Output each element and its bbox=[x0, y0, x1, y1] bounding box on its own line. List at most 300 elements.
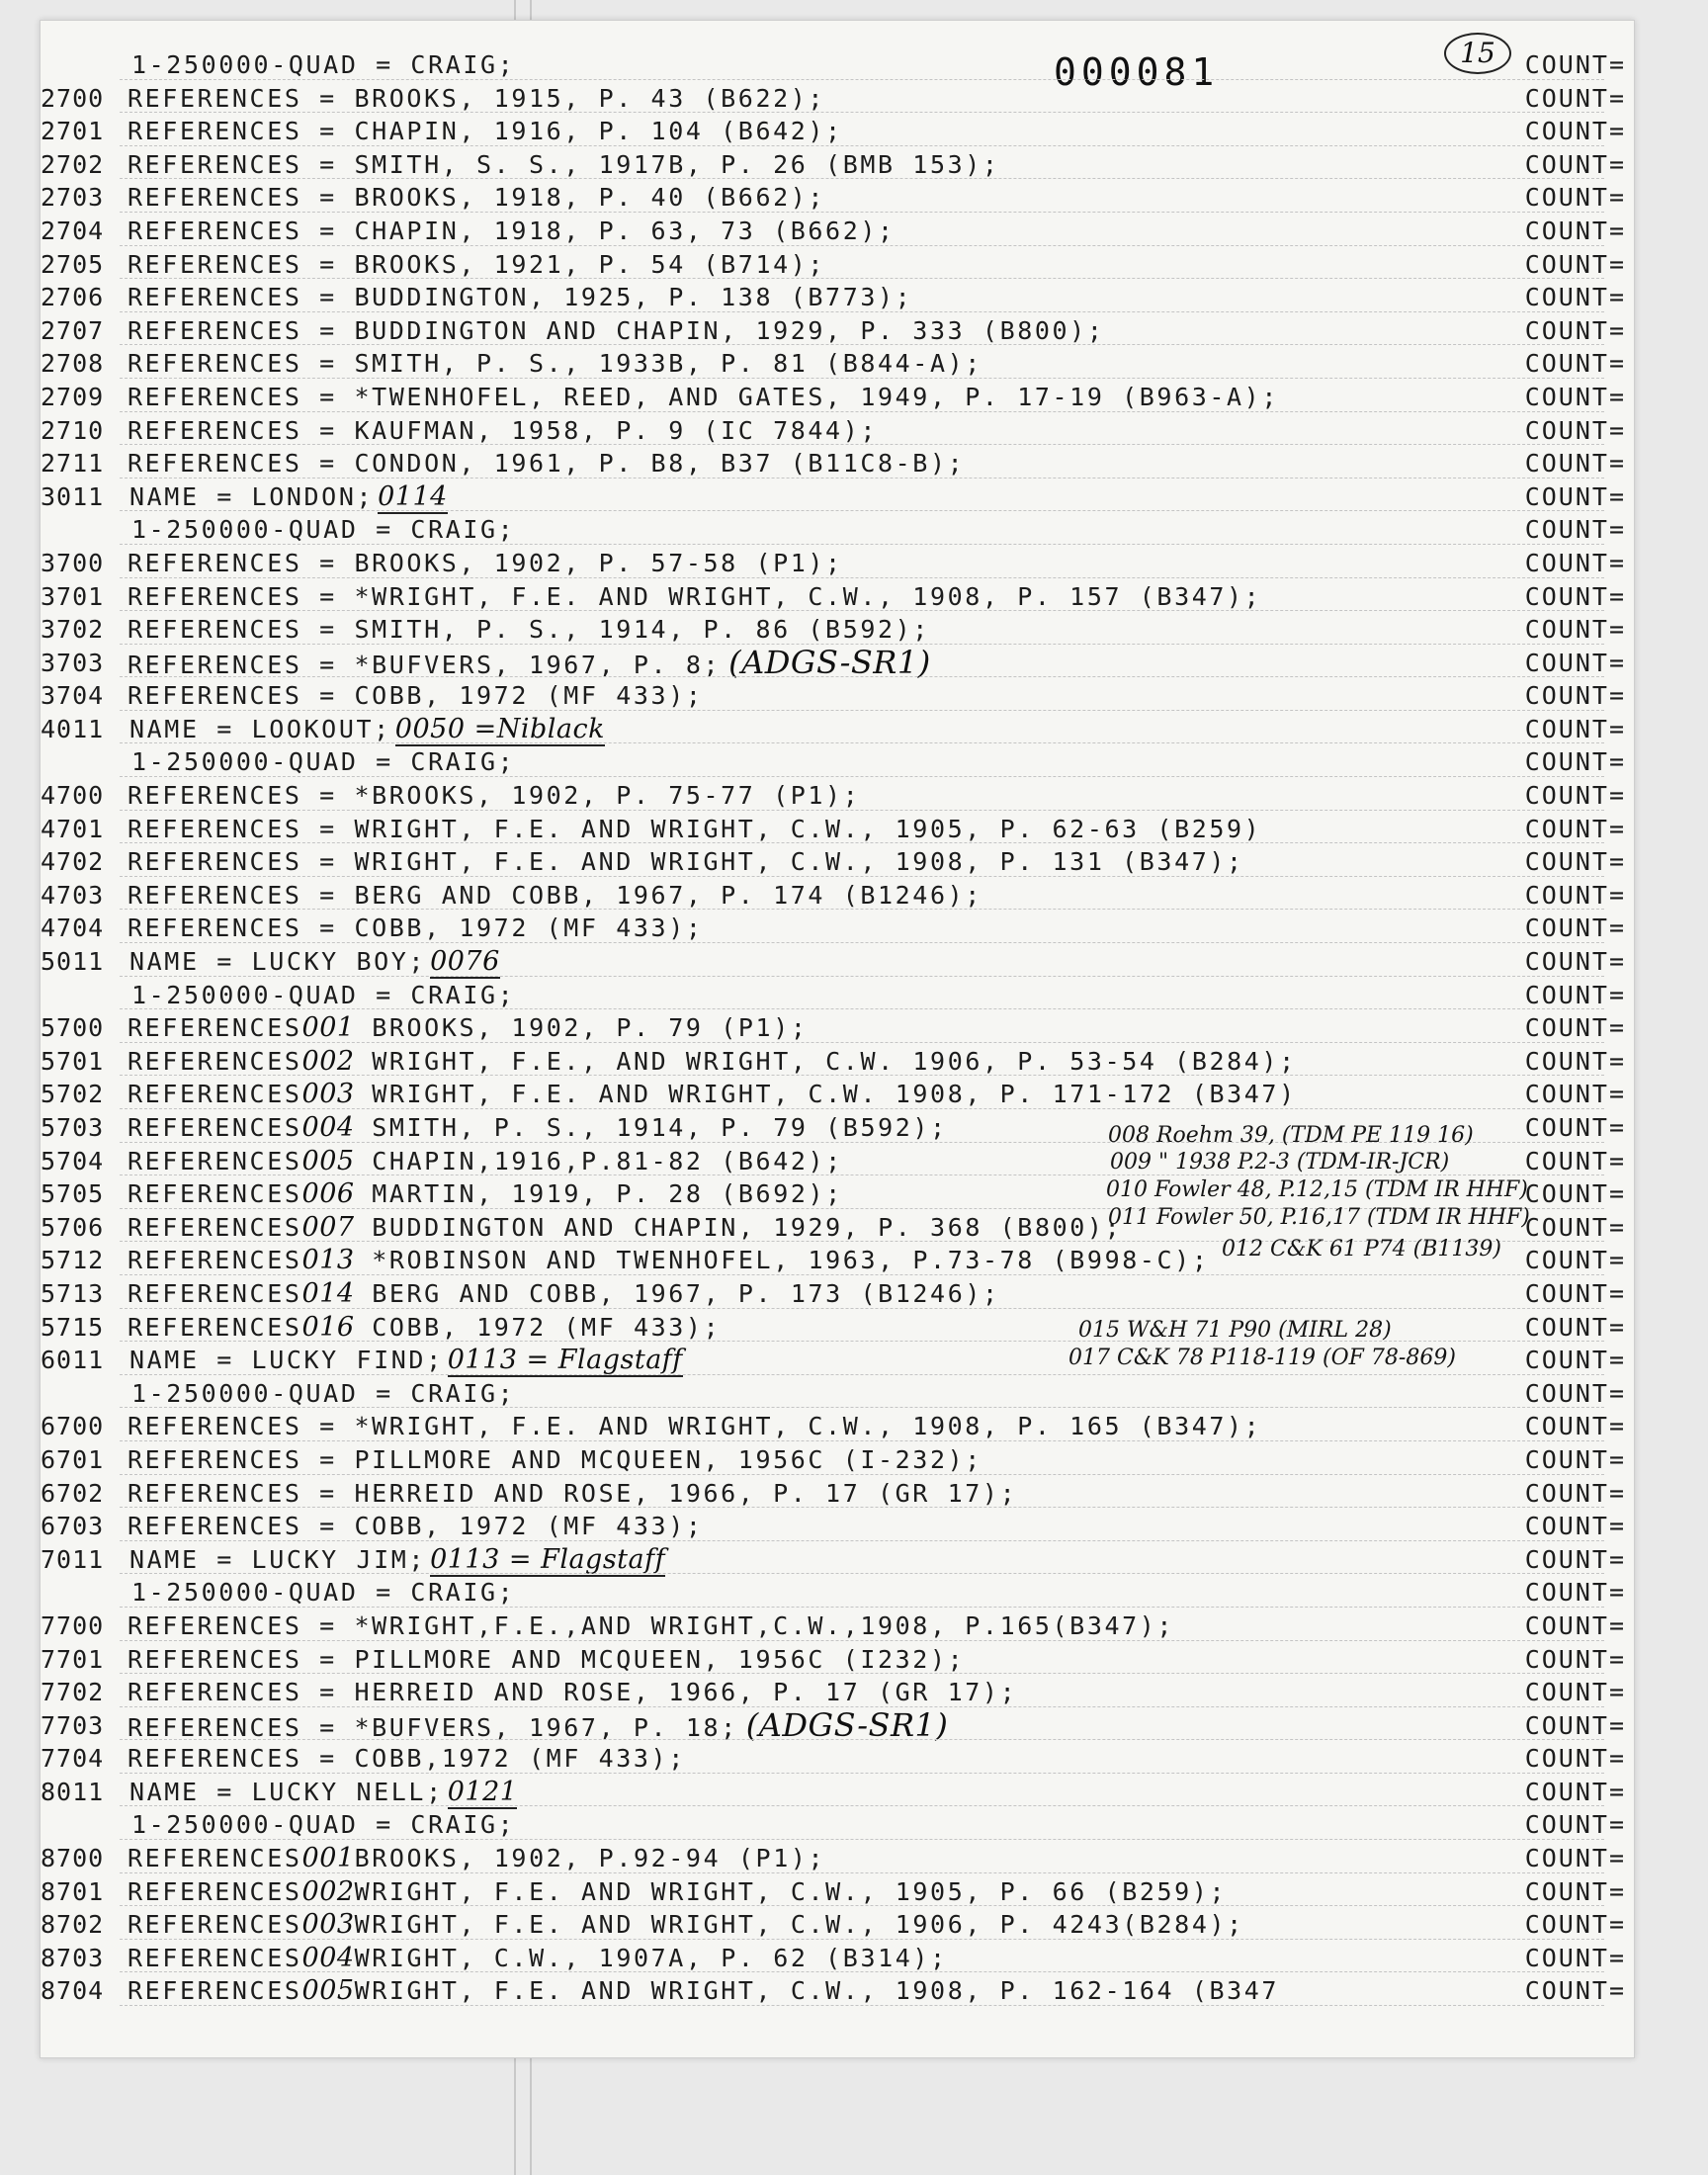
sequence-number: 5700 bbox=[41, 1013, 105, 1043]
count-field: COUNT= bbox=[1524, 449, 1626, 478]
line-text bbox=[128, 1942, 948, 1975]
sequence-number: 3700 bbox=[41, 548, 105, 577]
line-text bbox=[128, 1277, 1000, 1311]
record-name-line bbox=[41, 480, 1634, 514]
reference-text: BROOKS, 1902, P.92-94 (P1); bbox=[354, 1844, 826, 1873]
count-field: COUNT= bbox=[1524, 648, 1626, 677]
reference-text: WRIGHT, F.E. AND WRIGHT, C.W., 1906, P. 4243(B284); bbox=[354, 1910, 1244, 1940]
reference-text: 1-250000-QUAD = CRAIG; bbox=[131, 1810, 516, 1840]
handwritten-ref-number: 013 bbox=[301, 1245, 355, 1276]
reference-line bbox=[41, 1443, 1634, 1477]
sequence-number: 5712 bbox=[41, 1246, 105, 1275]
reference-text: REFERENCES = HERREID AND ROSE, 1966, P. 17 (GR 17); bbox=[128, 1478, 1018, 1508]
line-text bbox=[131, 745, 515, 779]
name-text: NAME = LUCKY JIM; bbox=[129, 1544, 427, 1574]
reference-line bbox=[41, 314, 1634, 348]
line-text bbox=[128, 1510, 704, 1543]
line-text bbox=[128, 1311, 721, 1345]
document-page bbox=[40, 20, 1635, 2058]
handwritten-ref-number: 007 bbox=[301, 1211, 355, 1243]
sequence-number: 8703 bbox=[41, 1943, 105, 1972]
handwritten-ref-number: 016 bbox=[301, 1311, 355, 1343]
count-field: COUNT= bbox=[1524, 1744, 1626, 1774]
sequence-number: 5713 bbox=[41, 1278, 105, 1308]
count-field: COUNT= bbox=[1524, 1777, 1626, 1806]
sequence-number: 3702 bbox=[41, 615, 105, 645]
reference-line bbox=[41, 1742, 1634, 1776]
count-field: COUNT= bbox=[1524, 814, 1626, 843]
line-text bbox=[131, 1808, 515, 1842]
reference-text: REFERENCES = *BROOKS, 1902, P. 75-77 (P1); bbox=[128, 781, 861, 811]
sequence-number: 2701 bbox=[41, 117, 105, 146]
count-field: COUNT= bbox=[1524, 249, 1626, 279]
sequence-number: 5702 bbox=[41, 1080, 105, 1109]
references-keyword: REFERENCES bbox=[128, 1212, 302, 1242]
name-text: NAME = LUCKY NELL; bbox=[129, 1777, 444, 1806]
quad-line bbox=[41, 1377, 1634, 1411]
name-text: NAME = LOOKOUT; bbox=[129, 714, 391, 743]
sequence-number: 3701 bbox=[41, 581, 105, 611]
sequence-number: 2703 bbox=[41, 183, 105, 213]
handwritten-annotation: (ADGS-SR1) bbox=[745, 1705, 949, 1744]
sequence-number: 3704 bbox=[41, 681, 105, 711]
reference-line bbox=[41, 1676, 1634, 1709]
reference-text: REFERENCES = BROOKS, 1915, P. 43 (B622); bbox=[128, 83, 826, 113]
reference-text: WRIGHT, F.E. AND WRIGHT, C.W. 1908, P. 171-172 (B347) bbox=[354, 1080, 1297, 1109]
line-text bbox=[128, 779, 860, 813]
count-field: COUNT= bbox=[1524, 1246, 1626, 1275]
count-field: COUNT= bbox=[1524, 1910, 1626, 1940]
count-field: COUNT= bbox=[1524, 349, 1626, 379]
sequence-number: 7703 bbox=[41, 1710, 105, 1740]
handwritten-ref-number: 006 bbox=[301, 1178, 355, 1210]
line-text bbox=[128, 281, 912, 314]
count-field: COUNT= bbox=[1524, 1212, 1626, 1242]
count-field: COUNT= bbox=[1524, 1378, 1626, 1408]
sequence-number: 6700 bbox=[41, 1412, 105, 1441]
count-field: COUNT= bbox=[1524, 1644, 1626, 1674]
sequence-number: 3011 bbox=[41, 481, 105, 511]
count-field: COUNT= bbox=[1524, 283, 1626, 312]
sequence-number: 5715 bbox=[41, 1312, 105, 1342]
reference-text: WRIGHT, F.E. AND WRIGHT, C.W., 1908, P. 162-164 (B347 bbox=[354, 1976, 1280, 2006]
count-field: COUNT= bbox=[1524, 681, 1626, 711]
sequence-number: 3703 bbox=[41, 648, 105, 677]
line-text bbox=[129, 1344, 683, 1377]
count-field: COUNT= bbox=[1524, 1046, 1626, 1076]
reference-text: REFERENCES = CHAPIN, 1916, P. 104 (B642); bbox=[128, 117, 843, 146]
line-text bbox=[128, 215, 896, 248]
sequence-number: 8701 bbox=[41, 1876, 105, 1906]
reference-line bbox=[41, 1011, 1634, 1045]
count-field: COUNT= bbox=[1524, 1678, 1626, 1707]
line-text bbox=[128, 148, 1000, 182]
reference-text: REFERENCES = BERG AND COBB, 1967, P. 174 (B1246); bbox=[128, 880, 982, 910]
document-number: 000081 bbox=[1054, 50, 1220, 94]
references-keyword: REFERENCES bbox=[128, 1844, 302, 1873]
sequence-number: 8011 bbox=[41, 1777, 105, 1806]
reference-text: SMITH, P. S., 1914, P. 79 (B592); bbox=[354, 1113, 948, 1142]
margin-note: 011 Fowler 50, P.16,17 (TDM IR HHF) bbox=[1108, 1205, 1530, 1230]
sequence-number: 4701 bbox=[41, 814, 105, 843]
count-field: COUNT= bbox=[1524, 1113, 1626, 1142]
reference-line bbox=[41, 547, 1634, 580]
record-name-line bbox=[41, 713, 1634, 746]
reference-line bbox=[41, 281, 1634, 314]
quad-line bbox=[41, 513, 1634, 547]
count-field: COUNT= bbox=[1524, 1844, 1626, 1873]
reference-text: 1-250000-QUAD = CRAIG; bbox=[131, 747, 516, 777]
sequence-number: 5704 bbox=[41, 1146, 105, 1175]
reference-line bbox=[41, 813, 1634, 846]
line-text bbox=[128, 1676, 1017, 1709]
reference-line bbox=[41, 1643, 1634, 1677]
line-text bbox=[128, 1410, 1261, 1443]
handwritten-ref-number: 001 bbox=[301, 1843, 355, 1874]
reference-line bbox=[41, 1277, 1634, 1311]
margin-note: 015 W&H 71 P90 (MIRL 28) bbox=[1078, 1318, 1392, 1343]
references-keyword: REFERENCES bbox=[128, 1113, 302, 1142]
count-field: COUNT= bbox=[1524, 781, 1626, 811]
sequence-number: 5706 bbox=[41, 1212, 105, 1242]
references-keyword: REFERENCES bbox=[128, 1013, 302, 1043]
reference-text: REFERENCES = *WRIGHT, F.E. AND WRIGHT, C.W., 1908, P. 157 (B347); bbox=[128, 581, 1262, 611]
reference-text: REFERENCES = *BUFVERS, 1967, P. 8; bbox=[128, 650, 722, 679]
sequence-number: 7700 bbox=[41, 1610, 105, 1640]
handwritten-ref-number: 002 bbox=[301, 1045, 355, 1077]
reference-text: REFERENCES = COBB, 1972 (MF 433); bbox=[128, 1512, 704, 1541]
line-text bbox=[128, 879, 982, 913]
reference-line bbox=[41, 779, 1634, 813]
line-text bbox=[128, 1705, 949, 1745]
count-field: COUNT= bbox=[1524, 880, 1626, 910]
line-text bbox=[128, 1875, 1227, 1909]
reference-text: 1-250000-QUAD = CRAIG; bbox=[131, 1578, 516, 1608]
sequence-number: 4702 bbox=[41, 847, 105, 877]
line-text bbox=[128, 1045, 1297, 1079]
reference-text: REFERENCES = KAUFMAN, 1958, P. 9 (IC 7844); bbox=[128, 415, 879, 445]
line-text bbox=[131, 513, 515, 547]
handwritten-record-code: 0113 = Flagstaff bbox=[430, 1543, 666, 1575]
references-keyword: REFERENCES bbox=[128, 1080, 302, 1109]
line-text bbox=[128, 1177, 843, 1211]
reference-text: REFERENCES = *TWENHOFEL, REED, AND GATES, 1949, P. 17-19 (B963-A); bbox=[128, 382, 1279, 411]
reference-text: REFERENCES = COBB, 1972 (MF 433); bbox=[128, 681, 704, 711]
reference-text: *ROBINSON AND TWENHOFEL, 1963, P.73-78 (B998-C); bbox=[354, 1246, 1210, 1275]
line-text bbox=[128, 845, 1244, 879]
count-field: COUNT= bbox=[1524, 615, 1626, 645]
reference-text: REFERENCES = *WRIGHT, F.E. AND WRIGHT, C.W., 1908, P. 165 (B347); bbox=[128, 1412, 1262, 1441]
count-field: COUNT= bbox=[1524, 1312, 1626, 1342]
count-field: COUNT= bbox=[1524, 847, 1626, 877]
line-text bbox=[131, 48, 515, 82]
reference-line bbox=[41, 1908, 1634, 1942]
sequence-number: 2705 bbox=[41, 249, 105, 279]
count-field: COUNT= bbox=[1524, 1444, 1626, 1474]
reference-line bbox=[41, 82, 1634, 116]
reference-line bbox=[41, 613, 1634, 647]
sequence-number: 4700 bbox=[41, 781, 105, 811]
count-field: COUNT= bbox=[1524, 315, 1626, 345]
count-field: COUNT= bbox=[1524, 581, 1626, 611]
count-field: COUNT= bbox=[1524, 481, 1626, 511]
reference-line bbox=[41, 414, 1634, 448]
line-text bbox=[128, 1211, 1122, 1245]
line-text bbox=[128, 679, 704, 713]
line-text bbox=[129, 1776, 517, 1809]
name-text: NAME = LUCKY BOY; bbox=[129, 947, 427, 977]
count-field: COUNT= bbox=[1524, 980, 1626, 1009]
line-text bbox=[128, 1974, 1279, 2008]
reference-text: 1-250000-QUAD = CRAIG; bbox=[131, 1378, 516, 1408]
count-field: COUNT= bbox=[1524, 1179, 1626, 1209]
sequence-number: 8700 bbox=[41, 1844, 105, 1873]
reference-line bbox=[41, 1610, 1634, 1643]
count-field: COUNT= bbox=[1524, 947, 1626, 977]
count-field: COUNT= bbox=[1524, 83, 1626, 113]
reference-text: REFERENCES = SMITH, S. S., 1917B, P. 26 (BMB 153); bbox=[128, 149, 1000, 179]
handwritten-ref-number: 004 bbox=[301, 1112, 355, 1143]
quad-line bbox=[41, 1576, 1634, 1610]
line-text bbox=[128, 580, 1261, 614]
reference-line bbox=[41, 1311, 1634, 1345]
line-text bbox=[129, 945, 500, 979]
reference-line bbox=[41, 1410, 1634, 1443]
sequence-number: 4704 bbox=[41, 914, 105, 943]
reference-text: REFERENCES = BROOKS, 1918, P. 40 (B662); bbox=[128, 183, 826, 213]
quad-line bbox=[41, 48, 1634, 82]
sequence-number: 2707 bbox=[41, 315, 105, 345]
reference-text: REFERENCES = PILLMORE AND MCQUEEN, 1956C (I232); bbox=[128, 1644, 966, 1674]
references-keyword: REFERENCES bbox=[128, 1179, 302, 1209]
line-text bbox=[128, 1477, 1017, 1511]
references-keyword: REFERENCES bbox=[128, 1246, 302, 1275]
sequence-number: 2704 bbox=[41, 216, 105, 245]
reference-text: BERG AND COBB, 1967, P. 173 (B1246); bbox=[354, 1278, 1000, 1308]
margin-note: 012 C&K 61 P74 (B1139) bbox=[1222, 1237, 1501, 1262]
sequence-number: 5701 bbox=[41, 1046, 105, 1076]
count-field: COUNT= bbox=[1524, 548, 1626, 577]
line-text bbox=[129, 1543, 665, 1577]
reference-line bbox=[41, 181, 1634, 215]
references-keyword: REFERENCES bbox=[128, 1943, 302, 1972]
count-field: COUNT= bbox=[1524, 1013, 1626, 1043]
line-text bbox=[128, 115, 843, 148]
name-text: NAME = LONDON; bbox=[129, 481, 375, 511]
reference-line bbox=[41, 912, 1634, 945]
line-text bbox=[128, 314, 1104, 348]
reference-line bbox=[41, 148, 1634, 182]
reference-text: 1-250000-QUAD = CRAIG; bbox=[131, 515, 516, 545]
record-lines bbox=[41, 48, 1634, 2008]
reference-text: WRIGHT, C.W., 1907A, P. 62 (B314); bbox=[354, 1943, 948, 1972]
reference-text: BUDDINGTON AND CHAPIN, 1929, P. 368 (B800); bbox=[354, 1212, 1123, 1242]
line-text bbox=[128, 1443, 982, 1477]
line-text bbox=[128, 1111, 948, 1145]
line-text bbox=[129, 713, 605, 746]
references-keyword: REFERENCES bbox=[128, 1976, 302, 2006]
line-text bbox=[128, 1078, 1297, 1111]
count-field: COUNT= bbox=[1524, 1478, 1626, 1508]
reference-line bbox=[41, 845, 1634, 879]
handwritten-record-code: 0050 =Niblack bbox=[394, 713, 605, 744]
reference-line bbox=[41, 1974, 1634, 2008]
reference-text: REFERENCES = CHAPIN, 1918, P. 63, 73 (B662); bbox=[128, 216, 896, 245]
references-keyword: REFERENCES bbox=[128, 1146, 302, 1175]
sequence-number: 5703 bbox=[41, 1113, 105, 1142]
reference-text: WRIGHT, F.E., AND WRIGHT, C.W. 1906, P. 53-54 (B284); bbox=[354, 1046, 1297, 1076]
handwritten-ref-number: 003 bbox=[301, 1079, 355, 1110]
sequence-number: 2700 bbox=[41, 83, 105, 113]
line-text bbox=[128, 643, 931, 682]
sequence-number: 2710 bbox=[41, 415, 105, 445]
count-field: COUNT= bbox=[1524, 415, 1626, 445]
reference-line bbox=[41, 215, 1634, 248]
reference-text: REFERENCES = BUDDINGTON AND CHAPIN, 1929, P. 333 (B800); bbox=[128, 315, 1105, 345]
sequence-number: 4011 bbox=[41, 714, 105, 743]
handwritten-annotation: (ADGS-SR1) bbox=[728, 643, 931, 681]
reference-text: REFERENCES = WRIGHT, F.E. AND WRIGHT, C.W., 1908, P. 131 (B347); bbox=[128, 847, 1244, 877]
reference-line bbox=[41, 580, 1634, 614]
count-field: COUNT= bbox=[1524, 1943, 1626, 1972]
line-text bbox=[128, 613, 930, 647]
references-keyword: REFERENCES bbox=[128, 1910, 302, 1940]
reference-text: REFERENCES = COBB, 1972 (MF 433); bbox=[128, 914, 704, 943]
handwritten-ref-number: 005 bbox=[301, 1975, 355, 2007]
reference-line bbox=[41, 1875, 1634, 1909]
count-field: COUNT= bbox=[1524, 1710, 1626, 1740]
line-text bbox=[128, 1908, 1244, 1942]
sequence-number: 4703 bbox=[41, 880, 105, 910]
handwritten-record-code: 0076 bbox=[430, 946, 500, 978]
count-field: COUNT= bbox=[1524, 714, 1626, 743]
reference-text: REFERENCES = SMITH, P. S., 1914, P. 86 (B592); bbox=[128, 615, 930, 645]
handwritten-ref-number: 003 bbox=[301, 1909, 355, 1941]
margin-note: 008 Roehm 39, (TDM PE 119 16) bbox=[1108, 1123, 1474, 1148]
sequence-number: 2706 bbox=[41, 283, 105, 312]
handwritten-record-code: 0114 bbox=[378, 480, 448, 512]
reference-text: CHAPIN,1916,P.81-82 (B642); bbox=[354, 1146, 843, 1175]
references-keyword: REFERENCES bbox=[128, 1312, 302, 1342]
reference-line bbox=[41, 1078, 1634, 1111]
line-text bbox=[128, 1145, 843, 1178]
sequence-number: 8704 bbox=[41, 1976, 105, 2006]
sequence-number: 2702 bbox=[41, 149, 105, 179]
reference-text: REFERENCES = WRIGHT, F.E. AND WRIGHT, C.W., 1905, P. 62-63 (B259) bbox=[128, 814, 1262, 843]
count-field: COUNT= bbox=[1524, 1610, 1626, 1640]
count-field: COUNT= bbox=[1524, 183, 1626, 213]
reference-line bbox=[41, 381, 1634, 414]
count-field: COUNT= bbox=[1524, 382, 1626, 411]
reference-line bbox=[41, 1510, 1634, 1543]
reference-text: COBB, 1972 (MF 433); bbox=[354, 1312, 722, 1342]
sequence-number: 7702 bbox=[41, 1678, 105, 1707]
count-field: COUNT= bbox=[1524, 1876, 1626, 1906]
quad-line bbox=[41, 979, 1634, 1012]
margin-note: 009 " 1938 P.2-3 (TDM-IR-JCR) bbox=[1110, 1150, 1450, 1174]
reference-line bbox=[41, 1942, 1634, 1975]
count-field: COUNT= bbox=[1524, 1810, 1626, 1840]
line-text bbox=[128, 1011, 809, 1045]
reference-line bbox=[41, 1705, 1634, 1744]
quad-line bbox=[41, 1808, 1634, 1842]
line-text bbox=[128, 414, 878, 448]
line-text bbox=[128, 1742, 686, 1776]
sequence-number: 6702 bbox=[41, 1478, 105, 1508]
line-text bbox=[131, 979, 515, 1012]
handwritten-ref-number: 004 bbox=[301, 1942, 355, 1973]
line-text bbox=[128, 347, 982, 381]
line-text bbox=[128, 912, 704, 945]
line-text bbox=[128, 381, 1279, 414]
reference-line bbox=[41, 1477, 1634, 1511]
count-field: COUNT= bbox=[1524, 1976, 1626, 2006]
count-field: COUNT= bbox=[1524, 1578, 1626, 1608]
reference-text: REFERENCES = COBB,1972 (MF 433); bbox=[128, 1744, 686, 1774]
reference-text: REFERENCES = *WRIGHT,F.E.,AND WRIGHT,C.W.,1908, P.165(B347); bbox=[128, 1610, 1175, 1640]
count-field: COUNT= bbox=[1524, 914, 1626, 943]
reference-text: MARTIN, 1919, P. 28 (B692); bbox=[354, 1179, 843, 1209]
handwritten-ref-number: 005 bbox=[301, 1145, 355, 1176]
quad-line bbox=[41, 745, 1634, 779]
count-field: COUNT= bbox=[1524, 1346, 1626, 1375]
reference-line bbox=[41, 347, 1634, 381]
page-number-circled: 15 bbox=[1444, 33, 1511, 74]
line-text bbox=[128, 547, 843, 580]
reference-text: WRIGHT, F.E. AND WRIGHT, C.W., 1905, P. 66 (B259); bbox=[354, 1876, 1228, 1906]
handwritten-ref-number: 001 bbox=[301, 1012, 355, 1044]
reference-text: 1-250000-QUAD = CRAIG; bbox=[131, 980, 516, 1009]
reference-text: REFERENCES = PILLMORE AND MCQUEEN, 1956C (I-232); bbox=[128, 1444, 982, 1474]
reference-line bbox=[41, 1842, 1634, 1875]
count-field: COUNT= bbox=[1524, 117, 1626, 146]
line-text bbox=[128, 82, 825, 116]
record-name-line bbox=[41, 945, 1634, 979]
references-keyword: REFERENCES bbox=[128, 1278, 302, 1308]
line-text bbox=[131, 1576, 515, 1610]
references-keyword: REFERENCES bbox=[128, 1876, 302, 1906]
line-text bbox=[128, 447, 965, 480]
reference-line bbox=[41, 115, 1634, 148]
count-field: COUNT= bbox=[1524, 1080, 1626, 1109]
margin-note: 017 C&K 78 P118-119 (OF 78-869) bbox=[1068, 1346, 1456, 1370]
sequence-number: 5705 bbox=[41, 1179, 105, 1209]
line-text bbox=[128, 248, 825, 282]
margin-note: 010 Fowler 48, P.12,15 (TDM IR HHF) bbox=[1106, 1177, 1528, 1202]
sequence-number: 5011 bbox=[41, 947, 105, 977]
handwritten-record-code: 0121 bbox=[447, 1776, 518, 1807]
count-field: COUNT= bbox=[1524, 1146, 1626, 1175]
count-field: COUNT= bbox=[1524, 216, 1626, 245]
sequence-number: 6703 bbox=[41, 1512, 105, 1541]
count-field: COUNT= bbox=[1524, 515, 1626, 545]
reference-text: 1-250000-QUAD = CRAIG; bbox=[131, 50, 516, 79]
line-text bbox=[128, 1842, 825, 1875]
name-text: NAME = LUCKY FIND; bbox=[129, 1346, 444, 1375]
reference-text: REFERENCES = BUDDINGTON, 1925, P. 138 (B773); bbox=[128, 283, 913, 312]
record-name-line bbox=[41, 1776, 1634, 1809]
count-field: COUNT= bbox=[1524, 1278, 1626, 1308]
handwritten-record-code: 0113 = Flagstaff bbox=[447, 1345, 683, 1376]
sequence-number: 2708 bbox=[41, 349, 105, 379]
sequence-number: 2711 bbox=[41, 449, 105, 478]
handwritten-ref-number: 014 bbox=[301, 1277, 355, 1309]
sequence-number: 7701 bbox=[41, 1644, 105, 1674]
sequence-number: 2709 bbox=[41, 382, 105, 411]
reference-line bbox=[41, 1045, 1634, 1079]
line-text bbox=[128, 1643, 965, 1677]
line-text bbox=[131, 1377, 515, 1411]
